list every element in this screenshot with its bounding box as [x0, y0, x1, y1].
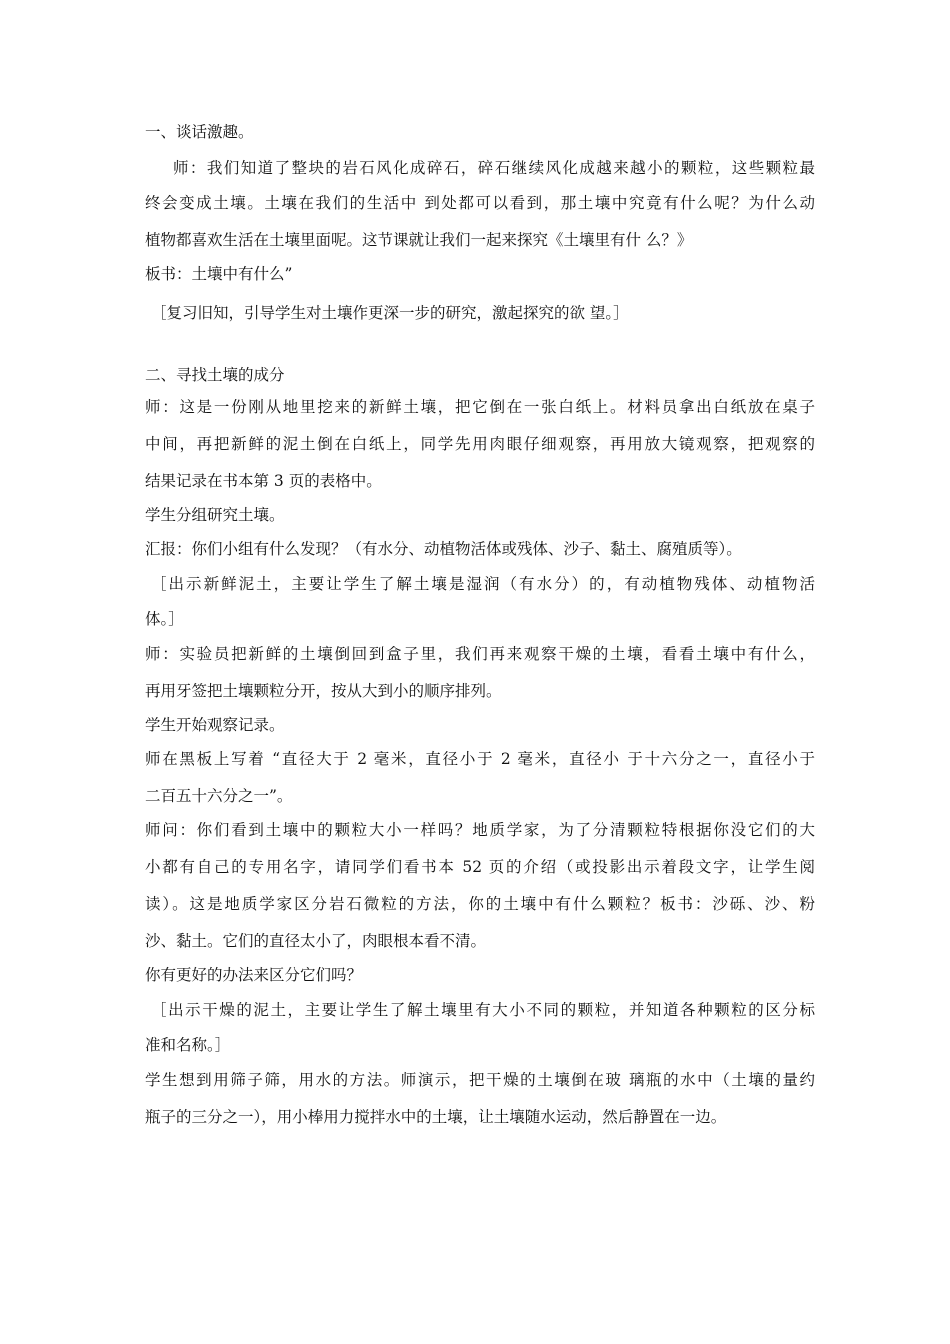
paragraph-line: 师在黑板上写着 “直径大于 2 毫米，直径小于 2 毫米，直径小 于十六分之一，直径小于 — [145, 750, 815, 768]
blackboard-note: 板书：土壤中有什么” — [145, 265, 293, 283]
teaching-note: ［复习旧知，引导学生对土壤作更深一步的研究，激起探究的欲 望。］ — [151, 304, 629, 322]
section-2-heading: 二、寻找土壤的成分 — [145, 366, 285, 384]
paragraph-line: 师问：你们看到土壤中的颗粒大小一样吗？地质学家，为了分清颗粒特根据你没它们的大 — [145, 821, 815, 839]
paragraph-line: 结果记录在书本第 3 页的表格中。 — [145, 472, 382, 490]
paragraph-line: 二百五十六分之一”。 — [145, 787, 293, 805]
paragraph-line: 终会变成土壤。土壤在我们的生活中 到处都可以看到，那土壤中究竟有什么呢？为什么动 — [145, 194, 815, 212]
paragraph-line: 植物都喜欢生活在土壤里面呢。这节课就让我们一起来探究《土壤里有什 么？》 — [145, 231, 693, 249]
paragraph-line: 汇报：你们小组有什么发现？（有水分、动植物活体或残体、沙子、黏土、腐殖质等）。 — [145, 540, 742, 558]
document-body — [145, 122, 815, 1127]
paragraph-line: 小都有自己的专用名字，请同学们看书本 52 页的介绍（或投影出示着段文字，让学生阅 — [145, 858, 815, 876]
teaching-note: 准和名称。］ — [145, 1036, 231, 1054]
paragraph-line: 再用牙签把土壤颗粒分开，按从大到小的顺序排列。 — [145, 682, 502, 700]
paragraph-line: 你有更好的办法来区分它们吗？ — [145, 966, 363, 984]
teaching-note: ［出示干燥的泥土，主要让学生了解土壤里有大小不同的颗粒，并知道各种颗粒的区分标 — [151, 1001, 815, 1019]
paragraph-line: 沙、黏土。它们的直径太小了，肉眼根本看不清。 — [145, 932, 487, 950]
paragraph-line: 读）。这是地质学家区分岩石微粒的方法，你的土壤中有什么颗粒？板书：沙砾、沙、粉 — [145, 895, 815, 913]
paragraph-line: 师：我们知道了整块的岩石风化成碎石，碎石继续风化成越来越小的颗粒，这些颗粒最 — [173, 159, 815, 177]
teaching-note: 体。］ — [145, 610, 184, 628]
paragraph-line: 中间，再把新鲜的泥土倒在白纸上，同学先用肉眼仔细观察，再用放大镜观察，把观察的 — [145, 435, 815, 453]
paragraph-line: 师：这是一份刚从地里挖来的新鲜土壤，把它倒在一张白纸上。材料员拿出白纸放在桌子 — [145, 398, 815, 416]
paragraph-line: 学生想到用筛子筛，用水的方法。师演示，把干燥的土壤倒在玻 璃瓶的水中（土壤的量约 — [145, 1071, 815, 1089]
paragraph-line: 学生分组研究土壤。 — [145, 506, 285, 524]
teaching-note: ［出示新鲜泥土，主要让学生了解土壤是湿润（有水分）的，有动植物残体、动植物活 — [151, 575, 815, 593]
paragraph-line: 瓶子的三分之一），用小棒用力搅拌水中的土壤，让土壤随水运动，然后静置在一边。 — [145, 1108, 727, 1126]
paragraph-line: 学生开始观察记录。 — [145, 716, 285, 734]
section-1-heading: 一、谈话激趣。 — [145, 123, 254, 141]
paragraph-line: 师：实验员把新鲜的土壤倒回到盒子里，我们再来观察干燥的土壤，看看土壤中有什么， — [145, 645, 815, 663]
